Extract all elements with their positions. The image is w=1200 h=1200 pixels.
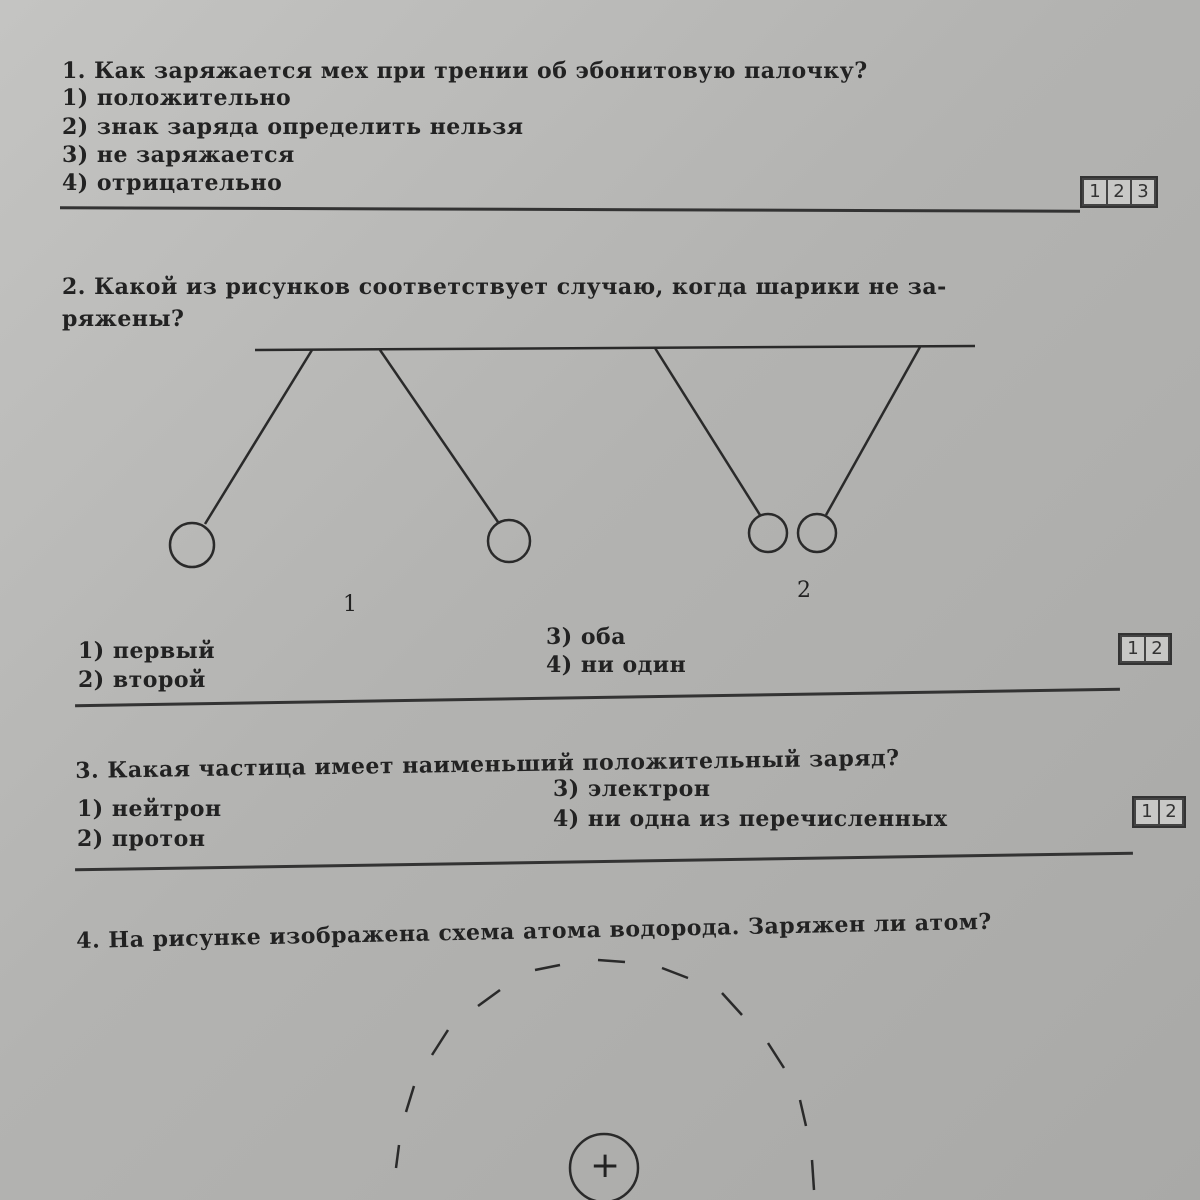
q4-number: 4. bbox=[76, 927, 101, 954]
q1-number: 1. bbox=[62, 58, 86, 84]
q1-option-4[interactable]: 4) отрицательно bbox=[62, 170, 283, 196]
q1-option-3[interactable]: 3) не заряжается bbox=[62, 142, 295, 168]
ball-1b bbox=[488, 520, 530, 562]
q3-number: 3. bbox=[75, 757, 100, 784]
q2-box-1[interactable]: 1 bbox=[1122, 637, 1144, 661]
q2-option-4[interactable]: 4) ни один bbox=[546, 652, 687, 678]
thread-1a bbox=[205, 350, 312, 524]
q2-answer-boxes bbox=[1118, 633, 1172, 665]
q2-option-1[interactable]: 1) первый bbox=[78, 638, 216, 664]
q3-option-1[interactable]: 1) нейтрон bbox=[77, 796, 222, 822]
nucleus-plus-sign: + bbox=[590, 1145, 621, 1186]
q3-text: Какая частица имеет наименьший положительный заряд? bbox=[107, 745, 900, 784]
q2-text-line1: Какой из рисунков соответствует случаю, когда шарики не за- bbox=[94, 274, 947, 300]
q2-box-2[interactable]: 2 bbox=[1146, 637, 1168, 661]
q1-box-2[interactable]: 2 bbox=[1108, 180, 1130, 204]
q2-number: 2. bbox=[62, 274, 86, 300]
q1-box-3[interactable]: 3 bbox=[1132, 180, 1154, 204]
q3-box-1[interactable]: 1 bbox=[1136, 800, 1158, 824]
thread-1b bbox=[380, 350, 498, 522]
q4-text: На рисунке изображена схема атома водорода. Заряжен ли атом? bbox=[108, 908, 993, 954]
q2-text-line2: ряжены? bbox=[62, 306, 185, 332]
q3-answer-boxes bbox=[1132, 796, 1186, 828]
suspension-bar bbox=[255, 346, 975, 350]
ball-2b bbox=[798, 514, 836, 552]
q3-option-4[interactable]: 4) ни одна из перечисленных bbox=[553, 806, 948, 832]
q1-option-2[interactable]: 2) знак заряда определить нельзя bbox=[62, 114, 524, 140]
q1-option-1[interactable]: 1) положительно bbox=[62, 85, 292, 111]
q3-box-2[interactable]: 2 bbox=[1160, 800, 1182, 824]
q1-text: Как заряжается мех при трении об эбонитовую палочку? bbox=[94, 58, 868, 84]
figure-label-2: 2 bbox=[797, 578, 812, 603]
q3-option-2[interactable]: 2) протон bbox=[77, 826, 206, 852]
thread-2b bbox=[826, 347, 920, 515]
ball-1a bbox=[170, 523, 214, 567]
q2-option-2[interactable]: 2) второй bbox=[78, 667, 206, 693]
ball-2a bbox=[749, 514, 787, 552]
figure-label-1: 1 bbox=[343, 592, 358, 617]
q3-option-3[interactable]: 3) электрон bbox=[553, 776, 711, 802]
thread-2a bbox=[655, 348, 760, 515]
q1-box-1[interactable]: 1 bbox=[1084, 180, 1106, 204]
q2-option-3[interactable]: 3) оба bbox=[546, 624, 626, 650]
